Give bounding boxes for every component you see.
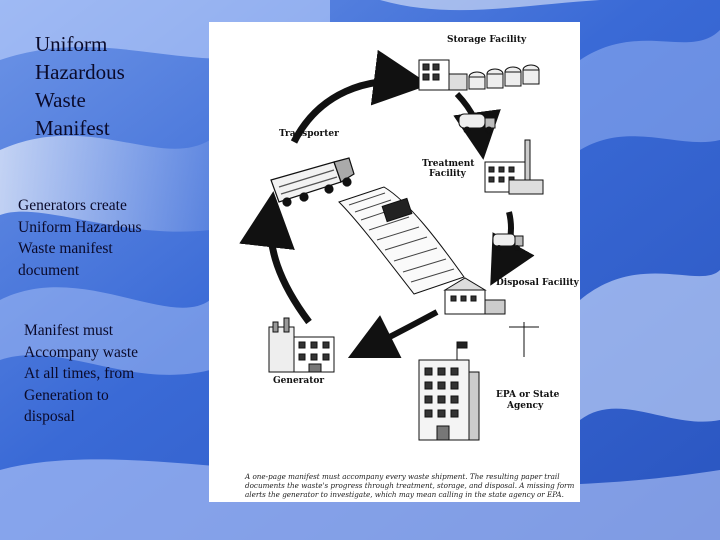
note-line: Generators create [18,197,127,214]
note-line: Uniform Hazardous [18,218,142,236]
slide-title [35,30,205,142]
title-line: Uniform [35,32,108,56]
title-line: Hazardous [35,60,125,84]
note-line: Waste manifest [18,240,113,257]
note-line: Generation to [24,386,109,404]
label-generator: Generator [273,376,325,386]
manifest-cycle-svg [209,22,580,502]
treatment-facility-icon [485,140,543,194]
note-line: document [18,261,80,279]
label-treatment-2: Facility [429,169,466,179]
manifest-diagram [209,22,580,502]
note-line: Accompany waste [24,343,139,361]
diagram-caption: A one-page manifest must accompany every waste shipment. The resulting paper trail documents the waste's progress through treatment, storage, and disposal. A missing form alerts the generator to investigate, which may mean calling in the state agency or EPA. [245,472,575,499]
transporter-truck-icon [271,158,354,206]
label-epa-2: Agency [507,401,544,411]
note-line: disposal [24,408,75,425]
arrow-generator-to-transporter [270,212,309,322]
epa-building-icon [419,342,479,440]
label-transporter: Transporter [279,129,339,139]
title-line: Manifest [35,116,110,140]
generator-factory-icon [269,318,334,372]
arrow-disposal-to-generator [364,312,437,350]
label-epa-1: EPA or State [496,390,560,400]
label-storage: Storage Facility [447,35,527,45]
note-line: Manifest must [24,322,114,339]
manifest-note [24,320,214,428]
label-disposal: Disposal Facility [496,278,579,288]
label-treatment-1: Treatment [422,159,475,169]
manifest-document-icon [339,187,464,294]
storage-facility-icon [419,60,539,90]
generator-note [18,195,208,281]
note-line: At all times, from [24,365,135,382]
title-line: Waste [35,88,86,112]
